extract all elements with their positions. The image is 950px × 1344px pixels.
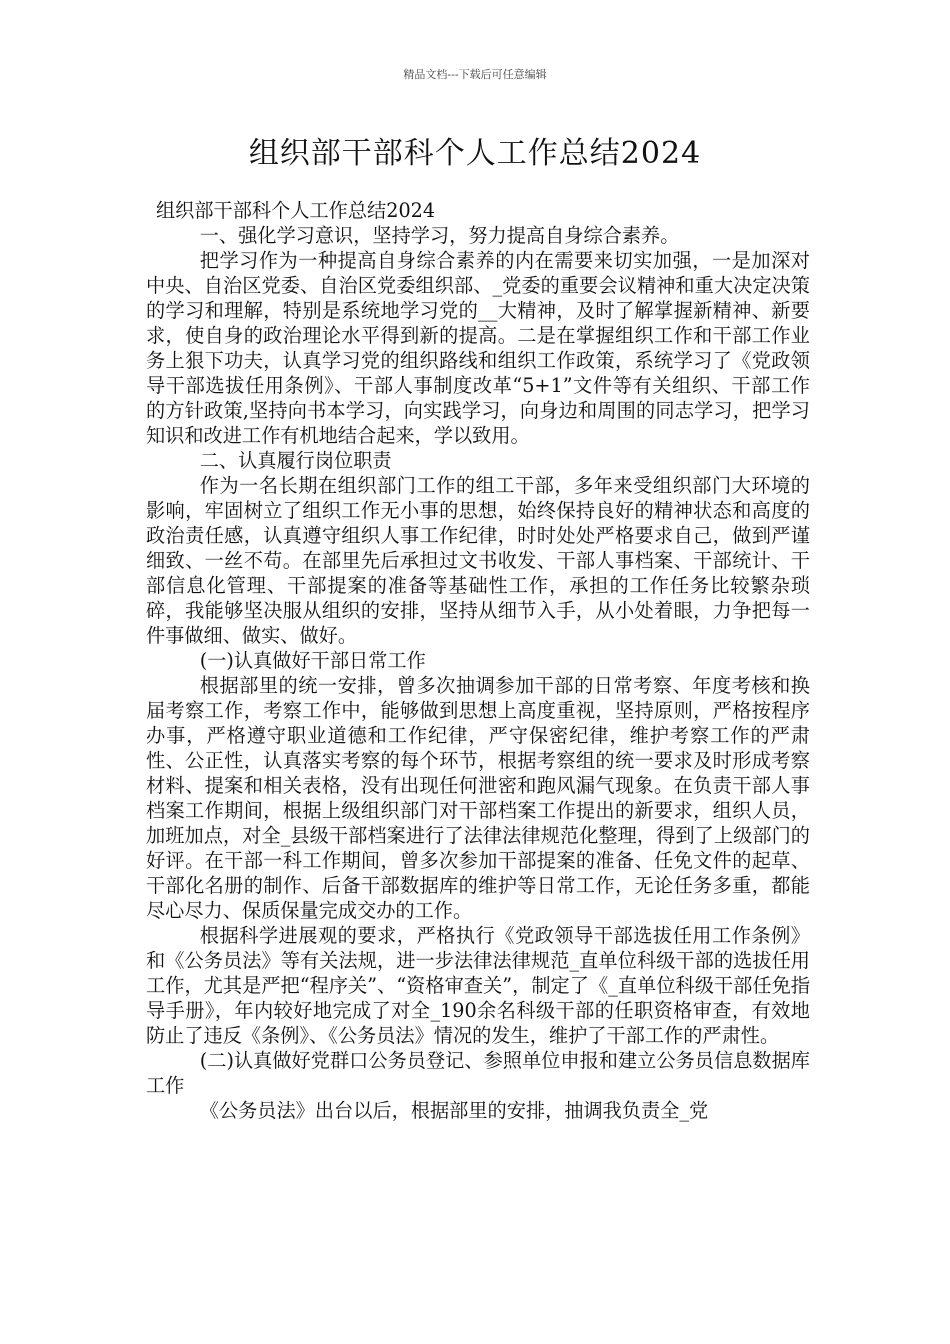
document-subtitle: 组织部干部科个人工作总结2024 bbox=[156, 199, 436, 222]
paragraph: 把学习作为一种提高自身综合素养的内在需要来切实加强，一是加深对中央、自治区党委、自治区党委组织部、_党委的重要会议精神和重大决定决策的学习和理解，特别是系统地学习党的__大精神，及时了解掌握新精神、新要求，使自身的政治理论水平得到新的提高。二是在掌握组织工作和干部工作业务上狠下功夫，认真学习党的组织路线和组织工作政策，系统学习了《党政领导干部选拔任用条例》、干部人事制度改革“5+1”文件等有关组织、干部工作的方针政策,坚持向书本学习，向实践学习，向身边和周围的同志学习，把学习知识和改进工作有机地结合起来，学以致用。 bbox=[146, 249, 810, 447]
subsection-heading-1: (一)认真做好干部日常工作 bbox=[199, 649, 426, 672]
paragraph: 根据部里的统一安排，曾多次抽调参加干部的日常考察、年度考核和换届考察工作，考察工作中，能够做到思想上高度重视，坚持原则，严格按程序办事，严格遵守职业道德和工作纪律，严守保密纪律，维护考察工作的严肃性、公正性，认真落实考察的每个环节，根据考察组的统一要求及时形成考察材料、提案和相关表格，没有出现任何泄密和跑风漏气现象。在负责干部人事档案工作期间，根据上级组织部门对干部档案工作提出的新要求，组织人员，加班加点，对全_县级干部档案进行了法律法律规范化整理，得到了上级部门的好评。在干部一科工作期间，曾多次参加干部提案的准备、任免文件的起草、干部化名册的制作、后备干部数据库的维护等日常工作，无论任务多重，都能尽心尽力、保质保量完成交办的工作。 bbox=[146, 674, 810, 922]
header-note: 精品文档---下载后可任意编辑 bbox=[403, 68, 547, 81]
paragraph: 根据科学进展观的要求，严格执行《党政领导干部选拔任用工作条例》和《公务员法》等有关法规，进一步法律法律规范_直单位科级干部的选拔任用工作，尤其是严把“程序关”、“资格审查关”，制定了《_直单位科级干部任免指导手册》，年内较好地完成了对全_190余名科级干部的任职资格审查，有效地防止了违反《条例》、《公务员法》情况的发生，维护了干部工作的严肃性。 bbox=[146, 924, 810, 1047]
document-body bbox=[146, 198, 810, 1123]
paragraph: 《公务员法》出台以后，根据部里的安排，抽调我负责全_党 bbox=[199, 1099, 709, 1122]
paragraph: 作为一名长期在组织部门工作的组工干部，多年来受组织部门大环境的影响，牢固树立了组织工作无小事的思想，始终保持良好的精神状态和高度的政治责任感，认真遵守组织人事工作纪律，时时处处严格要求自己，做到严谨细致、一丝不苟。在部里先后承担过文书收发、干部人事档案、干部统计、干部信息化管理、干部提案的准备等基础性工作，承担的工作任务比较繁杂琐碎，我能够坚决服从组织的安排，坚持从细节入手，从小处着眼，力争把每一件事做细、做实、做好。 bbox=[146, 474, 810, 647]
document-title: 组织部干部科个人工作总结2024 bbox=[248, 136, 702, 171]
section-heading-1: 一、强化学习意识，坚持学习，努力提高自身综合素养。 bbox=[199, 224, 680, 247]
subsection-heading-2: (二)认真做好党群口公务员登记、参照单位申报和建立公务员信息数据库工作 bbox=[146, 1049, 810, 1097]
section-heading-2: 二、认真履行岗位职责 bbox=[199, 449, 392, 472]
